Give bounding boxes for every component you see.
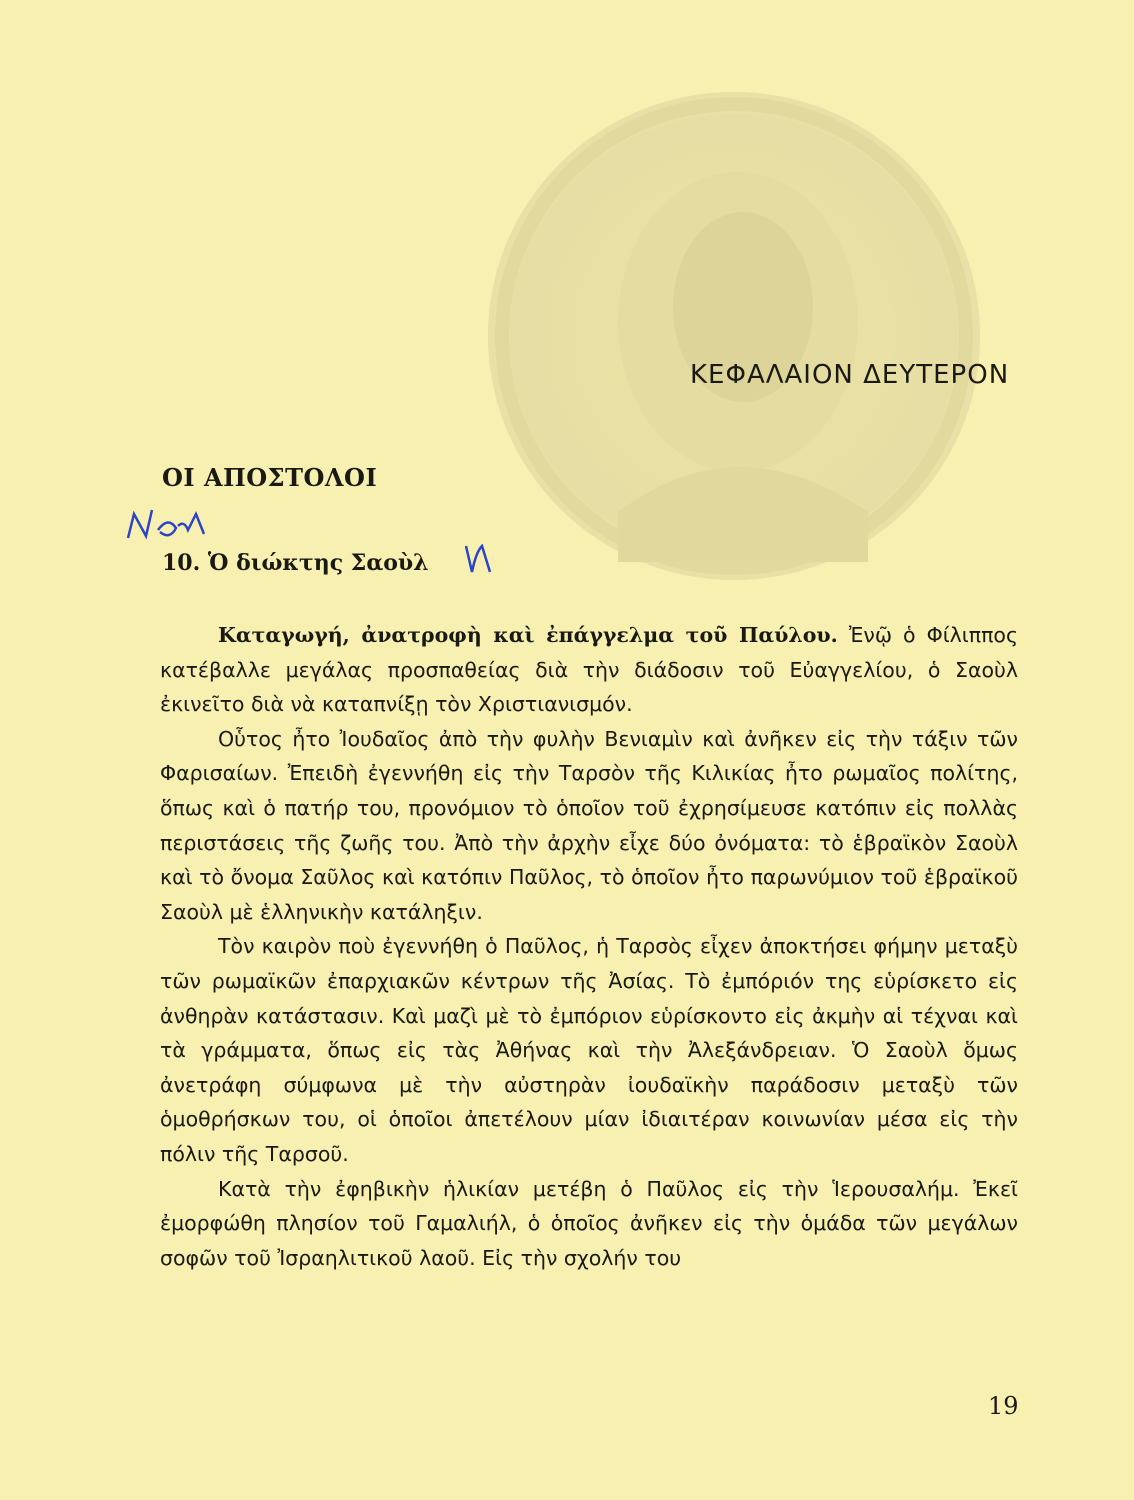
section-title: ΟΙ ΑΠΟΣΤΟΛΟΙ	[162, 463, 378, 492]
chapter-heading: ΚΕΦΑΛΑΙΟΝ ΔΕΥΤΕΡΟΝ	[690, 360, 1010, 390]
handwritten-mark-right	[460, 538, 500, 586]
paragraph	[160, 618, 1018, 722]
paragraph	[160, 722, 1018, 930]
paragraph	[160, 929, 1018, 1171]
paragraph-text: Κατὰ τὴν ἐφηβικὴν ἡλικίαν μετέβη ὁ Παῦλος εἰς τὴν Ἱερουσαλήμ. Ἐκεῖ ἐμορφώθη πλησίον τοῦ Γαμαλιήλ, ὁ ὁποῖος ἀνῆκεν εἰς τὴν ὁμάδα τῶν μεγάλων σοφῶν τοῦ Ἰσραηλιτικοῦ λαοῦ. Εἰς τὴν σχολήν του	[160, 1176, 1018, 1270]
paragraph-text: Τὸν καιρὸν ποὺ ἐγεννήθη ὁ Παῦλος, ἡ Ταρσὸς εἶχεν ἀποκτήσει φήμην μεταξὺ τῶν ρωμαϊκῶν ἐπαρχιακῶν κέντρων τῆς Ἀσίας. Τὸ ἐμπόριόν της εὑρίσκετο εἰς ἀνθηρὰν κατάστασιν. Καὶ μαζὶ μὲ τὸ ἐμπόριον εὑρίσκοντο εἰς ἀκμὴν αἱ τέχναι καὶ τὰ γράμματα, ὅπως εἰς τὰς Ἀθήνας καὶ τὴν Ἀλεξάνδρειαν. Ὁ Σαοὺλ ὅμως ἀνετράφη σύμφωνα μὲ τὴν αὐστηρὰν ἰουδαϊκὴν παράδοσιν μεταξὺ τῶν ὁμοθρήσκων του, οἱ ὁποῖοι ἀπετέλουν μίαν ἰδιαιτέραν κοινωνίαν μέσα εἰς τὴν πόλιν τῆς Ταρσοῦ.	[160, 934, 1018, 1166]
paragraph-text: Οὗτος ἦτο Ἰουδαῖος ἀπὸ τὴν φυλὴν Βενιαμὶν καὶ ἀνῆκεν εἰς τὴν τάξιν τῶν Φαρισαίων. Ἐπειδὴ ἐγεννήθη εἰς τὴν Ταρσὸν τῆς Κιλικίας ἦτο ρωμαῖος πολίτης, ὅπως καὶ ὁ πατήρ του, προνόμιον τὸ ὁποῖον τοῦ ἐχρησίμευσε κατόπιν εἰς πολλὰς περιστάσεις τῆς ζωῆς του. Ἀπὸ τὴν ἀρχὴν εἶχε δύο ὀνόματα: τὸ ἑβραϊκὸν Σαοὺλ καὶ τὸ ὄνομα Σαῦλος καὶ κατόπιν Παῦλος, τὸ ὁποῖον ἦτο παρωνύμιον τοῦ ἑβραϊκοῦ Σαοὺλ μὲ ἑλληνικὴν κατάληξιν.	[160, 726, 1018, 924]
paragraph-lead: Καταγωγή, ἀνατροφὴ καὶ ἐπάγγελμα τοῦ Παύλου.	[218, 623, 838, 647]
handwritten-mark-left	[122, 500, 212, 554]
paragraph-text: Ἐνῷ ὁ Φίλιππος κατέβαλλε μεγάλας προσπαθείας διὰ τὴν διάδοσιν τοῦ Εὐαγγελίου, ὁ Σαοὺλ ἐκινεῖτο διὰ νὰ καταπνίξῃ τὸν Χριστιανισμόν.	[160, 623, 1019, 717]
saint-medallion-watermark	[488, 92, 980, 580]
body-text	[160, 618, 1018, 1275]
page-number: 19	[988, 1392, 1019, 1420]
subsection-title: 10. Ὁ διώκτης Σαοὺλ	[162, 550, 429, 576]
paragraph	[160, 1172, 1018, 1276]
